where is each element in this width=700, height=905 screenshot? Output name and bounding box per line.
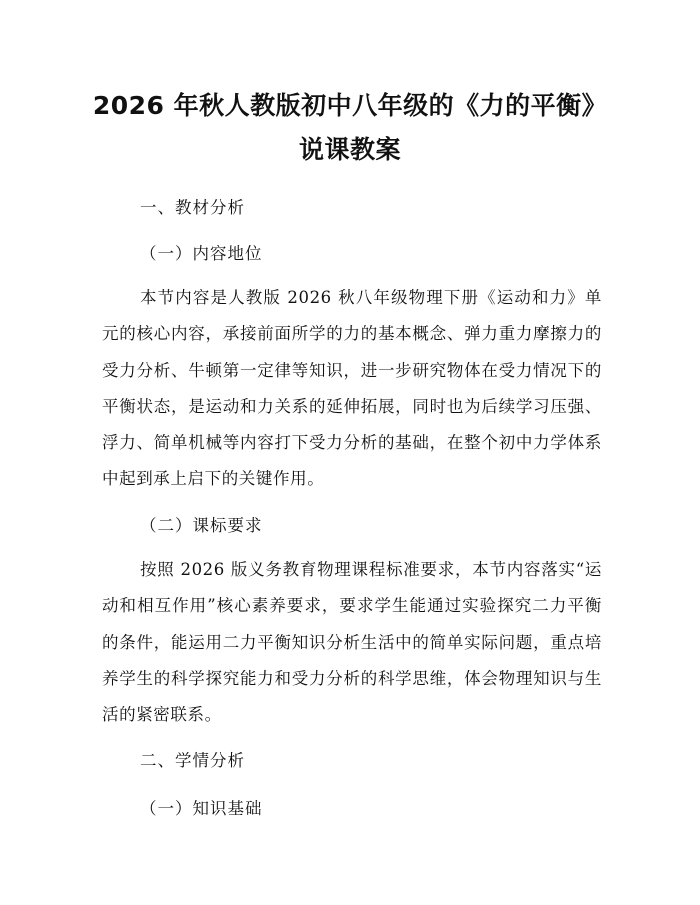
subsection-heading-knowledge-foundation: （一）知识基础 [140,799,263,818]
paragraph-curriculum-requirements: 按照 2026 版义务教育物理课程标准要求，本节内容落实“运动和相互作用”核心素养要求，要求学生能通过实验探究二力平衡的条件，能运用二力平衡知识分析生活中的简单实际问题，重点培养学生的科学探究能力和受力分析的科学思维，体会物理知识与生活的紧密联系。 [102,560,602,725]
subsection-heading-content-position: （一）内容地位 [140,244,263,263]
document-title-line-1: 2026 年秋人教版初中八年级的《力的平衡》 [92,91,608,120]
section-heading-student-analysis: 二、学情分析 [140,751,245,770]
section-heading-teaching-material-analysis: 一、教材分析 [140,198,245,217]
subsection-heading-curriculum-requirements: （二）课标要求 [140,516,263,535]
paragraph-content-position: 本节内容是人教版 2026 秋八年级物理下册《运动和力》单元的核心内容，承接前面所学的力的基本概念、弹力重力摩擦力的受力分析、牛顿第一定律等知识，进一步研究物体在受力情况下的平衡状态，是运动和力关系的延伸拓展，同时也为后续学习压强、浮力、简单机械等内容打下受力分析的基础，在整个初中力学体系中起到承上启下的关键作用。 [102,288,602,489]
document-title-line-2: 说课教案 [298,135,401,164]
